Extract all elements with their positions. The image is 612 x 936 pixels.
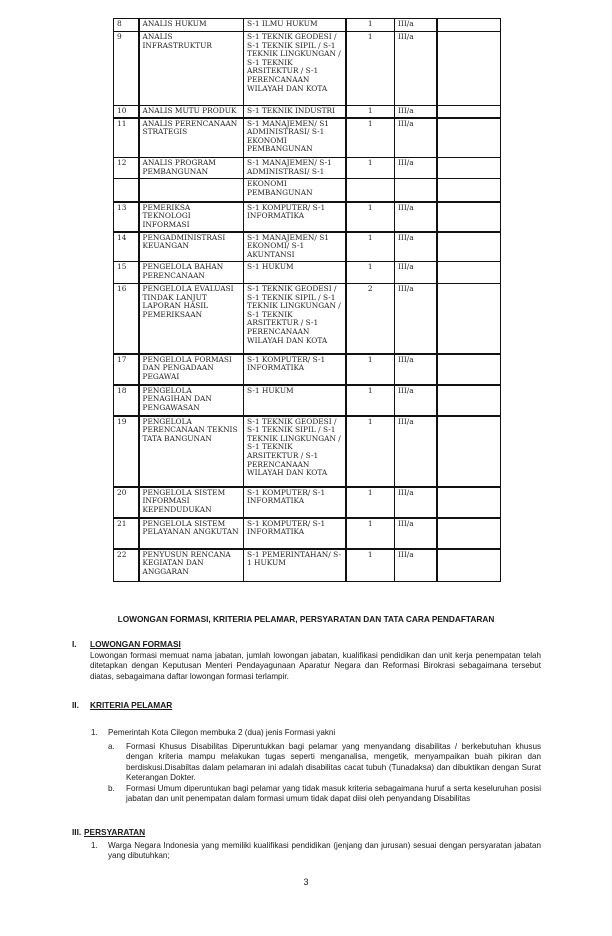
keterangan-cell	[437, 19, 501, 32]
table-row	[114, 549, 501, 582]
jumlah-cell: 1	[346, 202, 395, 232]
golongan-cell: III/a	[395, 118, 437, 158]
jabatan-cell: ANALIS MUTU PRODUK	[139, 106, 244, 118]
pendidikan-cell: S-1 TEKNIK GEODESI / S-1 TEKNIK SIPIL / S-1 TEKNIK LINGKUNGAN / S-1 TEKNIK ARSITEKTUR / S-1 PERENCANAAN WILAYAH DAN KOTA	[244, 416, 346, 487]
golongan-cell: III/a	[395, 232, 437, 262]
row-number: 13	[114, 202, 139, 232]
jabatan-cell: PENGELOLA SISTEM INFORMASI KEPENDUDUKAN	[139, 487, 244, 518]
keterangan-cell	[437, 354, 501, 385]
keterangan-cell	[437, 118, 501, 158]
jumlah-cell: 1	[346, 232, 395, 262]
row-number: 15	[114, 262, 139, 284]
jumlah-cell: 1	[346, 19, 395, 32]
table-row	[114, 354, 501, 385]
keterangan-cell	[437, 179, 501, 202]
row-number: 9	[114, 32, 139, 106]
golongan-cell: III/a	[395, 549, 437, 582]
table-row	[114, 118, 501, 158]
section-1-body: Lowongan formasi memuat nama jabatan, jumlah lowongan jabatan, kualifikasi pendidikan dan unit kerja penempatan telah ditetapkan dengan Keputusan Menteri Pendayagunaan Aparatur Negara dan Reformasi Birokrasi sebagaimana tersebut diatas, sebagaimana daftar lowongan formasi terlampir.	[90, 651, 541, 681]
pendidikan-cell: S-1 PEMERINTAHAN/ S-1 HUKUM	[244, 549, 346, 582]
table-row	[114, 106, 501, 118]
jumlah-cell: 1	[346, 416, 395, 487]
golongan-cell: III/a	[395, 518, 437, 549]
jabatan-cell: PENGELOLA BAHAN PERENCANAAN	[139, 262, 244, 284]
row-number: 16	[114, 284, 139, 354]
jumlah-cell	[346, 179, 395, 202]
jumlah-cell: 1	[346, 385, 395, 416]
jabatan-cell: PENYUSUN RENCANA KEGIATAN DAN ANGGARAN	[139, 549, 244, 582]
row-number: 20	[114, 487, 139, 518]
row-number: 19	[114, 416, 139, 487]
golongan-cell: III/a	[395, 202, 437, 232]
jabatan-cell: PENGELOLA EVALUASI TINDAK LANJUT LAPORAN HASIL PEMERIKSAAN	[139, 284, 244, 354]
pendidikan-cell: S-1 MANAJEMEN/ S-1 ADMINISTRASI/ S-1	[244, 158, 346, 179]
jabatan-cell: PENGELOLA PENAGIHAN DAN PENGAWASAN	[139, 385, 244, 416]
jabatan-cell: PENGELOLA FORMASI DAN PENGADAAN PEGAWAI	[139, 354, 244, 385]
golongan-cell: III/a	[395, 385, 437, 416]
pendidikan-cell: S-1 KOMPUTER/ S-1 INFORMATIKA	[244, 487, 346, 518]
keterangan-cell	[437, 158, 501, 179]
keterangan-cell	[437, 284, 501, 354]
pendidikan-cell: S-1 TEKNIK GEODESI / S-1 TEKNIK SIPIL / S-1 TEKNIK LINGKUNGAN / S-1 TEKNIK ARSITEKTUR / S-1 PERENCANAAN WILAYAH DAN KOTA	[244, 32, 346, 106]
table-row	[114, 518, 501, 549]
keterangan-cell	[437, 385, 501, 416]
section-3-title: PERSYARATAN	[84, 827, 146, 837]
golongan-cell: III/a	[395, 284, 437, 354]
jumlah-cell: 2	[346, 284, 395, 354]
jabatan-cell: PEMERIKSA TEKNOLOGI INFORMASI	[139, 202, 244, 232]
jabatan-cell: PENGADMINISTRASI KEUANGAN	[139, 232, 244, 262]
section-3-number: III.	[72, 827, 82, 837]
golongan-cell: III/a	[395, 354, 437, 385]
criteria-item-b: Formasi Umum diperuntukan bagi pelamar yang tidak masuk kriteria sebagaimana huruf a serta keseluruhan posisi jabatan dan unit penempatan dalam formasi umum tidak dapat diisi oleh penyandang Disabilitas	[126, 784, 541, 804]
golongan-cell: III/a	[395, 106, 437, 118]
golongan-cell: III/a	[395, 158, 437, 179]
jumlah-cell: 1	[346, 354, 395, 385]
section-1-title: LOWONGAN FORMASI	[90, 639, 181, 649]
row-number: 22	[114, 549, 139, 582]
formasi-table	[113, 18, 501, 582]
jumlah-cell: 1	[346, 32, 395, 106]
keterangan-cell	[437, 202, 501, 232]
page-number: 3	[303, 877, 309, 887]
criteria-item-a-number: a.	[108, 742, 115, 751]
pendidikan-cell: EKONOMI PEMBANGUNAN	[244, 179, 346, 202]
jumlah-cell: 1	[346, 518, 395, 549]
section-2-title: KRITERIA PELAMAR	[90, 700, 173, 710]
pendidikan-cell: S-1 KOMPUTER/ S-1 INFORMATIKA	[244, 354, 346, 385]
criteria-item-a: Formasi Khusus Disabilitas Diperuntukkan bagi pelamar yang menyandang disabilitas / berkebutuhan khusus dengan kriteria mampu melakukan tugas seperti menganalisa, mengetik, menyampaikan buah pikiran dan berdiskusi.Disabiltas dalam pelamaran ini adalah disabilitas cacat tubuh (Tunadaksa) dan dibuktikan dengan Surat Keterangan Dokter.	[126, 742, 541, 783]
golongan-cell: III/a	[395, 262, 437, 284]
pendidikan-cell: S-1 MANAJEMEN/ S1 ADMINISTRASI/ S-1 EKONOMI PEMBANGUNAN	[244, 118, 346, 158]
section-2-number: II.	[72, 700, 79, 710]
jumlah-cell: 1	[346, 262, 395, 284]
criteria-item-1: Pemerintah Kota Cilegon membuka 2 (dua) jenis Formasi yakni	[108, 728, 336, 737]
section-1-number: I.	[72, 639, 77, 649]
row-number: 18	[114, 385, 139, 416]
table-row	[114, 232, 501, 262]
jumlah-cell: 1	[346, 118, 395, 158]
jumlah-cell: 1	[346, 487, 395, 518]
table-row	[114, 262, 501, 284]
jumlah-cell: 1	[346, 106, 395, 118]
row-number: 8	[114, 19, 139, 32]
jabatan-cell: ANALIS PROGRAM PEMBANGUNAN	[139, 158, 244, 179]
jabatan-cell: PENGELOLA SISTEM PELAYANAN ANGKUTAN	[139, 518, 244, 549]
pendidikan-cell: S-1 KOMPUTER/ S-1 INFORMATIKA	[244, 518, 346, 549]
pendidikan-cell: S-1 HUKUM	[244, 385, 346, 416]
row-number: 17	[114, 354, 139, 385]
table-row	[114, 19, 501, 32]
golongan-cell: III/a	[395, 416, 437, 487]
jabatan-cell	[139, 179, 244, 202]
pendidikan-cell: S-1 TEKNIK INDUSTRI	[244, 106, 346, 118]
golongan-cell	[395, 179, 437, 202]
requirement-item-1: Warga Negara Indonesia yang memiliki kualifikasi pendidikan (jenjang dan jurusan) sesuai dengan persyaratan jabatan yang dibutuhkan;	[108, 841, 541, 861]
requirement-item-1-number: 1.	[91, 841, 98, 850]
keterangan-cell	[437, 416, 501, 487]
table-row	[114, 284, 501, 354]
table-row	[114, 179, 501, 202]
jumlah-cell: 1	[346, 549, 395, 582]
pendidikan-cell: S-1 KOMPUTER/ S-1 INFORMATIKA	[244, 202, 346, 232]
keterangan-cell	[437, 232, 501, 262]
keterangan-cell	[437, 549, 501, 582]
pendidikan-cell: S-1 HUKUM	[244, 262, 346, 284]
row-number: 11	[114, 118, 139, 158]
table-row	[114, 385, 501, 416]
jabatan-cell: PENGELOLA PERENCANAAN TEKNIS TATA BANGUNAN	[139, 416, 244, 487]
jumlah-cell: 1	[346, 158, 395, 179]
row-number: 14	[114, 232, 139, 262]
row-number	[114, 179, 139, 202]
pendidikan-cell: S-1 ILMU HUKUM	[244, 19, 346, 32]
keterangan-cell	[437, 262, 501, 284]
document-title: LOWONGAN FORMASI, KRITERIA PELAMAR, PERSYARATAN DAN TATA CARA PENDAFTARAN	[117, 614, 495, 624]
criteria-item-1-number: 1.	[91, 728, 98, 737]
jabatan-cell: ANALIS INFRASTRUKTUR	[139, 32, 244, 106]
keterangan-cell	[437, 106, 501, 118]
table-row	[114, 416, 501, 487]
golongan-cell: III/a	[395, 32, 437, 106]
criteria-item-b-number: b.	[108, 784, 115, 793]
table-row	[114, 202, 501, 232]
keterangan-cell	[437, 518, 501, 549]
keterangan-cell	[437, 487, 501, 518]
row-number: 10	[114, 106, 139, 118]
jabatan-cell: ANALIS HUKUM	[139, 19, 244, 32]
table-row	[114, 32, 501, 106]
pendidikan-cell: S-1 TEKNIK GEODESI / S-1 TEKNIK SIPIL / S-1 TEKNIK LINGKUNGAN / S-1 TEKNIK ARSITEKTUR / S-1 PERENCANAAN WILAYAH DAN KOTA	[244, 284, 346, 354]
pendidikan-cell: S-1 MANAJEMEN/ S1 EKONOMI/ S-1 AKUNTANSI	[244, 232, 346, 262]
row-number: 21	[114, 518, 139, 549]
formasi-table-body	[114, 19, 501, 582]
keterangan-cell	[437, 32, 501, 106]
jabatan-cell: ANALIS PERENCANAAN STRATEGIS	[139, 118, 244, 158]
table-row	[114, 158, 501, 179]
golongan-cell: III/a	[395, 487, 437, 518]
row-number: 12	[114, 158, 139, 179]
table-row	[114, 487, 501, 518]
golongan-cell: III/a	[395, 19, 437, 32]
